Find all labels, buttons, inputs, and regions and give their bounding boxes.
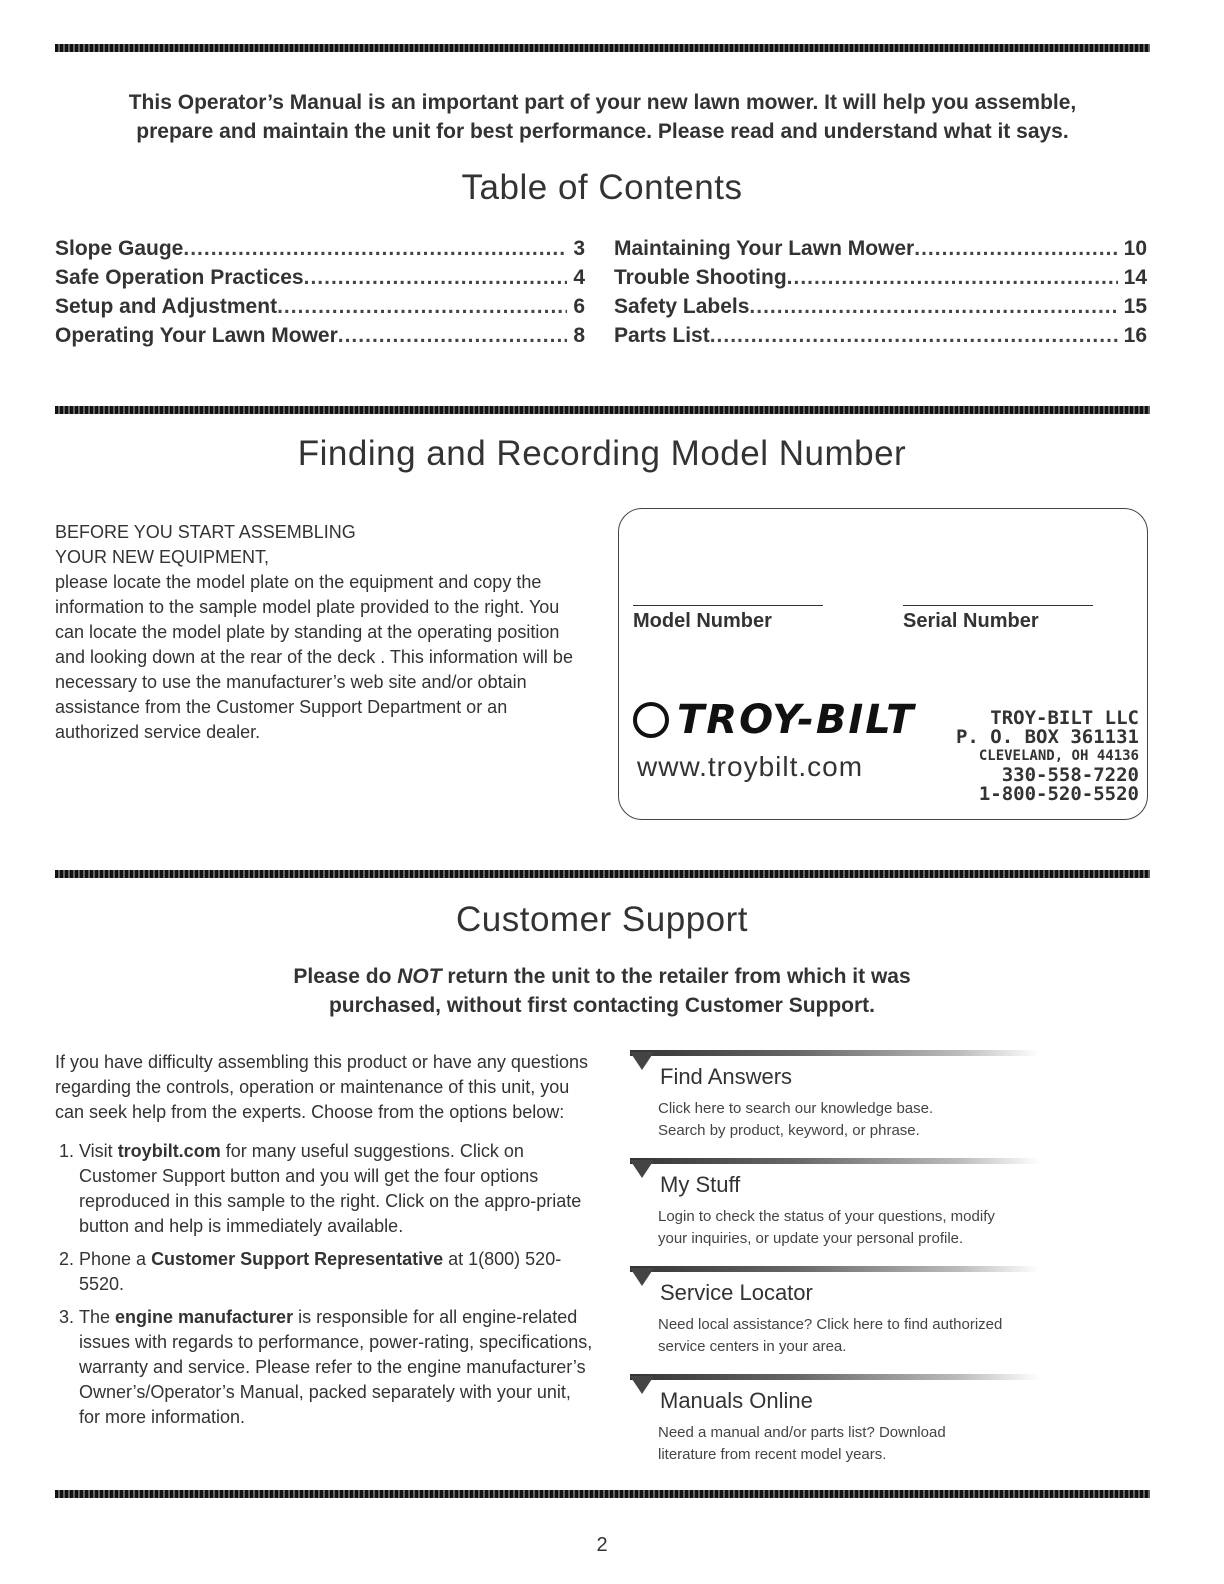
toc-leader	[787, 263, 1118, 292]
plate-city: CLEVELAND, OH 44136	[978, 748, 1139, 764]
model-plate	[618, 508, 1148, 820]
toc-leader	[914, 234, 1117, 263]
toc-entry-page: 14	[1123, 266, 1147, 289]
toc-entry[interactable]	[614, 321, 1147, 350]
option-description-line: literature from recent model years.	[658, 1446, 887, 1463]
option-title: Find Answers	[660, 1064, 793, 1089]
toc-right-column	[614, 234, 1147, 350]
serial-number-field	[903, 605, 1093, 633]
note-text: Please do	[293, 965, 398, 988]
model-number-label: Model Number	[633, 605, 823, 633]
model-heading-line-1: BEFORE YOU START ASSEMBLING	[55, 522, 356, 542]
option-description-line: Need a manual and/or parts list? Download	[658, 1424, 946, 1441]
model-instructions-body: please locate the model plate on the equipment and copy the information to the sample model plate provided to the right. You can locate the model plate by standing at the operating position and looking down at the rear of the deck . This information will be necessary to use the manufacturer’s web site and/or obtain assistance from the Customer Support Department or an authorized service dealer.	[55, 572, 573, 742]
item-text: Phone a	[79, 1249, 152, 1269]
intro-line-1: This Operator’s Manual is an important part of your new lawn mower. It will help you assemble,	[128, 91, 1077, 114]
model-section-title: Finding and Recording Model Number	[297, 434, 907, 473]
plate-phone-2: 1-800-520-5520	[978, 783, 1139, 805]
support-note-line-2: purchased, without first contacting Customer Support.	[328, 994, 876, 1017]
option-description-line: Click here to search our knowledge base.	[658, 1100, 934, 1117]
toc-entry-label: Parts List	[614, 324, 710, 347]
option-service-locator[interactable]	[630, 1266, 1050, 1374]
option-bar	[630, 1266, 1040, 1272]
option-description	[658, 1206, 1088, 1250]
option-title: Service Locator	[660, 1280, 813, 1305]
item-text: The	[79, 1307, 116, 1327]
toc-entry-label: Operating Your Lawn Mower	[55, 324, 338, 347]
toc-entry-page: 3	[573, 237, 585, 260]
intro-line-2: prepare and maintain the unit for best performance. Please read and understand what it says.	[136, 120, 1069, 143]
toc-leader	[183, 234, 567, 263]
option-description-line: service centers in your area.	[658, 1338, 847, 1355]
option-description	[658, 1314, 1088, 1358]
support-options-list	[55, 1139, 595, 1430]
model-heading-line-2: YOUR NEW EQUIPMENT,	[55, 547, 270, 567]
toc-entry-page: 16	[1123, 324, 1147, 347]
toc-leader	[749, 292, 1117, 321]
toc-entry-page: 15	[1123, 295, 1147, 318]
toc-leader	[710, 321, 1118, 350]
toc-leader	[304, 263, 568, 292]
option-bar	[630, 1158, 1040, 1164]
toc-entry-page: 8	[573, 324, 585, 347]
top-rule	[55, 44, 1150, 52]
option-description-line: Login to check the status of your questions, modify	[658, 1208, 995, 1225]
toc-entry[interactable]	[614, 292, 1147, 321]
list-item	[79, 1305, 595, 1430]
plate-po-box: P. O. BOX 361131	[955, 726, 1139, 748]
option-description-line: Search by product, keyword, or phrase.	[658, 1122, 920, 1139]
intro-text	[55, 88, 1150, 146]
toc-entry-label: Setup and Adjustment	[55, 295, 278, 318]
item-text: for many useful suggestions. Click on Customer Support button and you will get the four options reproduced in this sample to the right. Click on the appro-priate button and help is immediately available.	[79, 1141, 582, 1236]
option-description-line: your inquiries, or update your personal profile.	[658, 1230, 964, 1247]
item-text: at 1(800) 520-5520.	[79, 1249, 562, 1294]
model-instructions	[55, 520, 585, 745]
toc-left-column	[55, 234, 585, 350]
plate-website: www.troybilt.com	[637, 751, 864, 782]
triangle-down-icon	[630, 1268, 654, 1286]
option-description	[658, 1422, 1088, 1466]
toc-entry[interactable]	[614, 263, 1147, 292]
triangle-down-icon	[630, 1052, 654, 1070]
toc-entry[interactable]	[614, 234, 1147, 263]
toc-title: Table of Contents	[461, 168, 743, 207]
option-bar	[630, 1374, 1040, 1380]
option-bar	[630, 1050, 1040, 1056]
note-emphasis: NOT	[397, 965, 442, 988]
support-title: Customer Support	[455, 900, 749, 939]
item-bold: engine manufacturer	[115, 1307, 294, 1327]
toc-entry-label: Safety Labels	[614, 295, 750, 318]
option-my-stuff[interactable]	[630, 1158, 1050, 1266]
logo-circle-icon	[633, 702, 669, 738]
model-number-field	[633, 605, 823, 633]
toc-leader	[338, 321, 568, 350]
toc-leader	[277, 292, 567, 321]
plate-address	[956, 709, 1139, 804]
option-description-line: Need local assistance? Click here to find authorized	[658, 1316, 1003, 1333]
list-item	[79, 1247, 595, 1297]
plate-company: TROY-BILT LLC	[990, 707, 1139, 729]
bottom-rule	[55, 1490, 1150, 1498]
troy-bilt-logo	[633, 695, 915, 745]
plate-phone-1: 330-558-7220	[1001, 764, 1139, 786]
page-number: 2	[596, 1534, 608, 1556]
toc-entry-label: Trouble Shooting	[614, 266, 787, 289]
option-manuals-online[interactable]	[630, 1374, 1050, 1482]
toc-entry[interactable]	[55, 292, 585, 321]
toc-entry-label: Safe Operation Practices	[55, 266, 304, 289]
option-title: My Stuff	[660, 1172, 741, 1197]
support-note	[0, 962, 1204, 1020]
toc-entry[interactable]	[55, 234, 585, 263]
triangle-down-icon	[630, 1376, 654, 1394]
toc-entry[interactable]	[55, 321, 585, 350]
option-title: Manuals Online	[660, 1388, 813, 1413]
support-option-buttons	[630, 1050, 1050, 1482]
option-description	[658, 1098, 1088, 1142]
support-note-line-1	[0, 962, 1204, 991]
triangle-down-icon	[630, 1160, 654, 1178]
toc-entry[interactable]	[55, 263, 585, 292]
list-item	[79, 1139, 595, 1239]
item-text: Visit	[79, 1141, 118, 1161]
serial-number-label: Serial Number	[903, 605, 1093, 633]
toc-entry-page: 4	[573, 266, 585, 289]
website-link[interactable]: troybilt.com	[117, 1141, 221, 1161]
option-find-answers[interactable]	[630, 1050, 1050, 1158]
support-intro: If you have difficulty assembling this product or have any questions regarding the controls, operation or maintenance of this unit, you can seek help from the experts. Choose from the options below:	[55, 1052, 588, 1122]
item-bold: Customer Support Representative	[151, 1249, 444, 1269]
toc-entry-label: Slope Gauge	[55, 237, 184, 260]
toc-entry-label: Maintaining Your Lawn Mower	[614, 237, 915, 260]
section-rule	[55, 870, 1150, 878]
item-text: is responsible for all engine-related issues with regards to performance, power-rating, specifications, warranty and service. Please refer to the engine manufacturer’s Owner’s/Operator’s Manual, packed separately with your unit, for more information.	[79, 1307, 593, 1427]
section-rule	[55, 406, 1150, 414]
toc-entry-page: 10	[1123, 237, 1147, 260]
support-instructions	[55, 1050, 595, 1438]
note-text: return the unit to the retailer from which it was	[441, 965, 911, 988]
toc-entry-page: 6	[573, 295, 585, 318]
logo-wordmark: TROY-BILT	[677, 697, 916, 743]
